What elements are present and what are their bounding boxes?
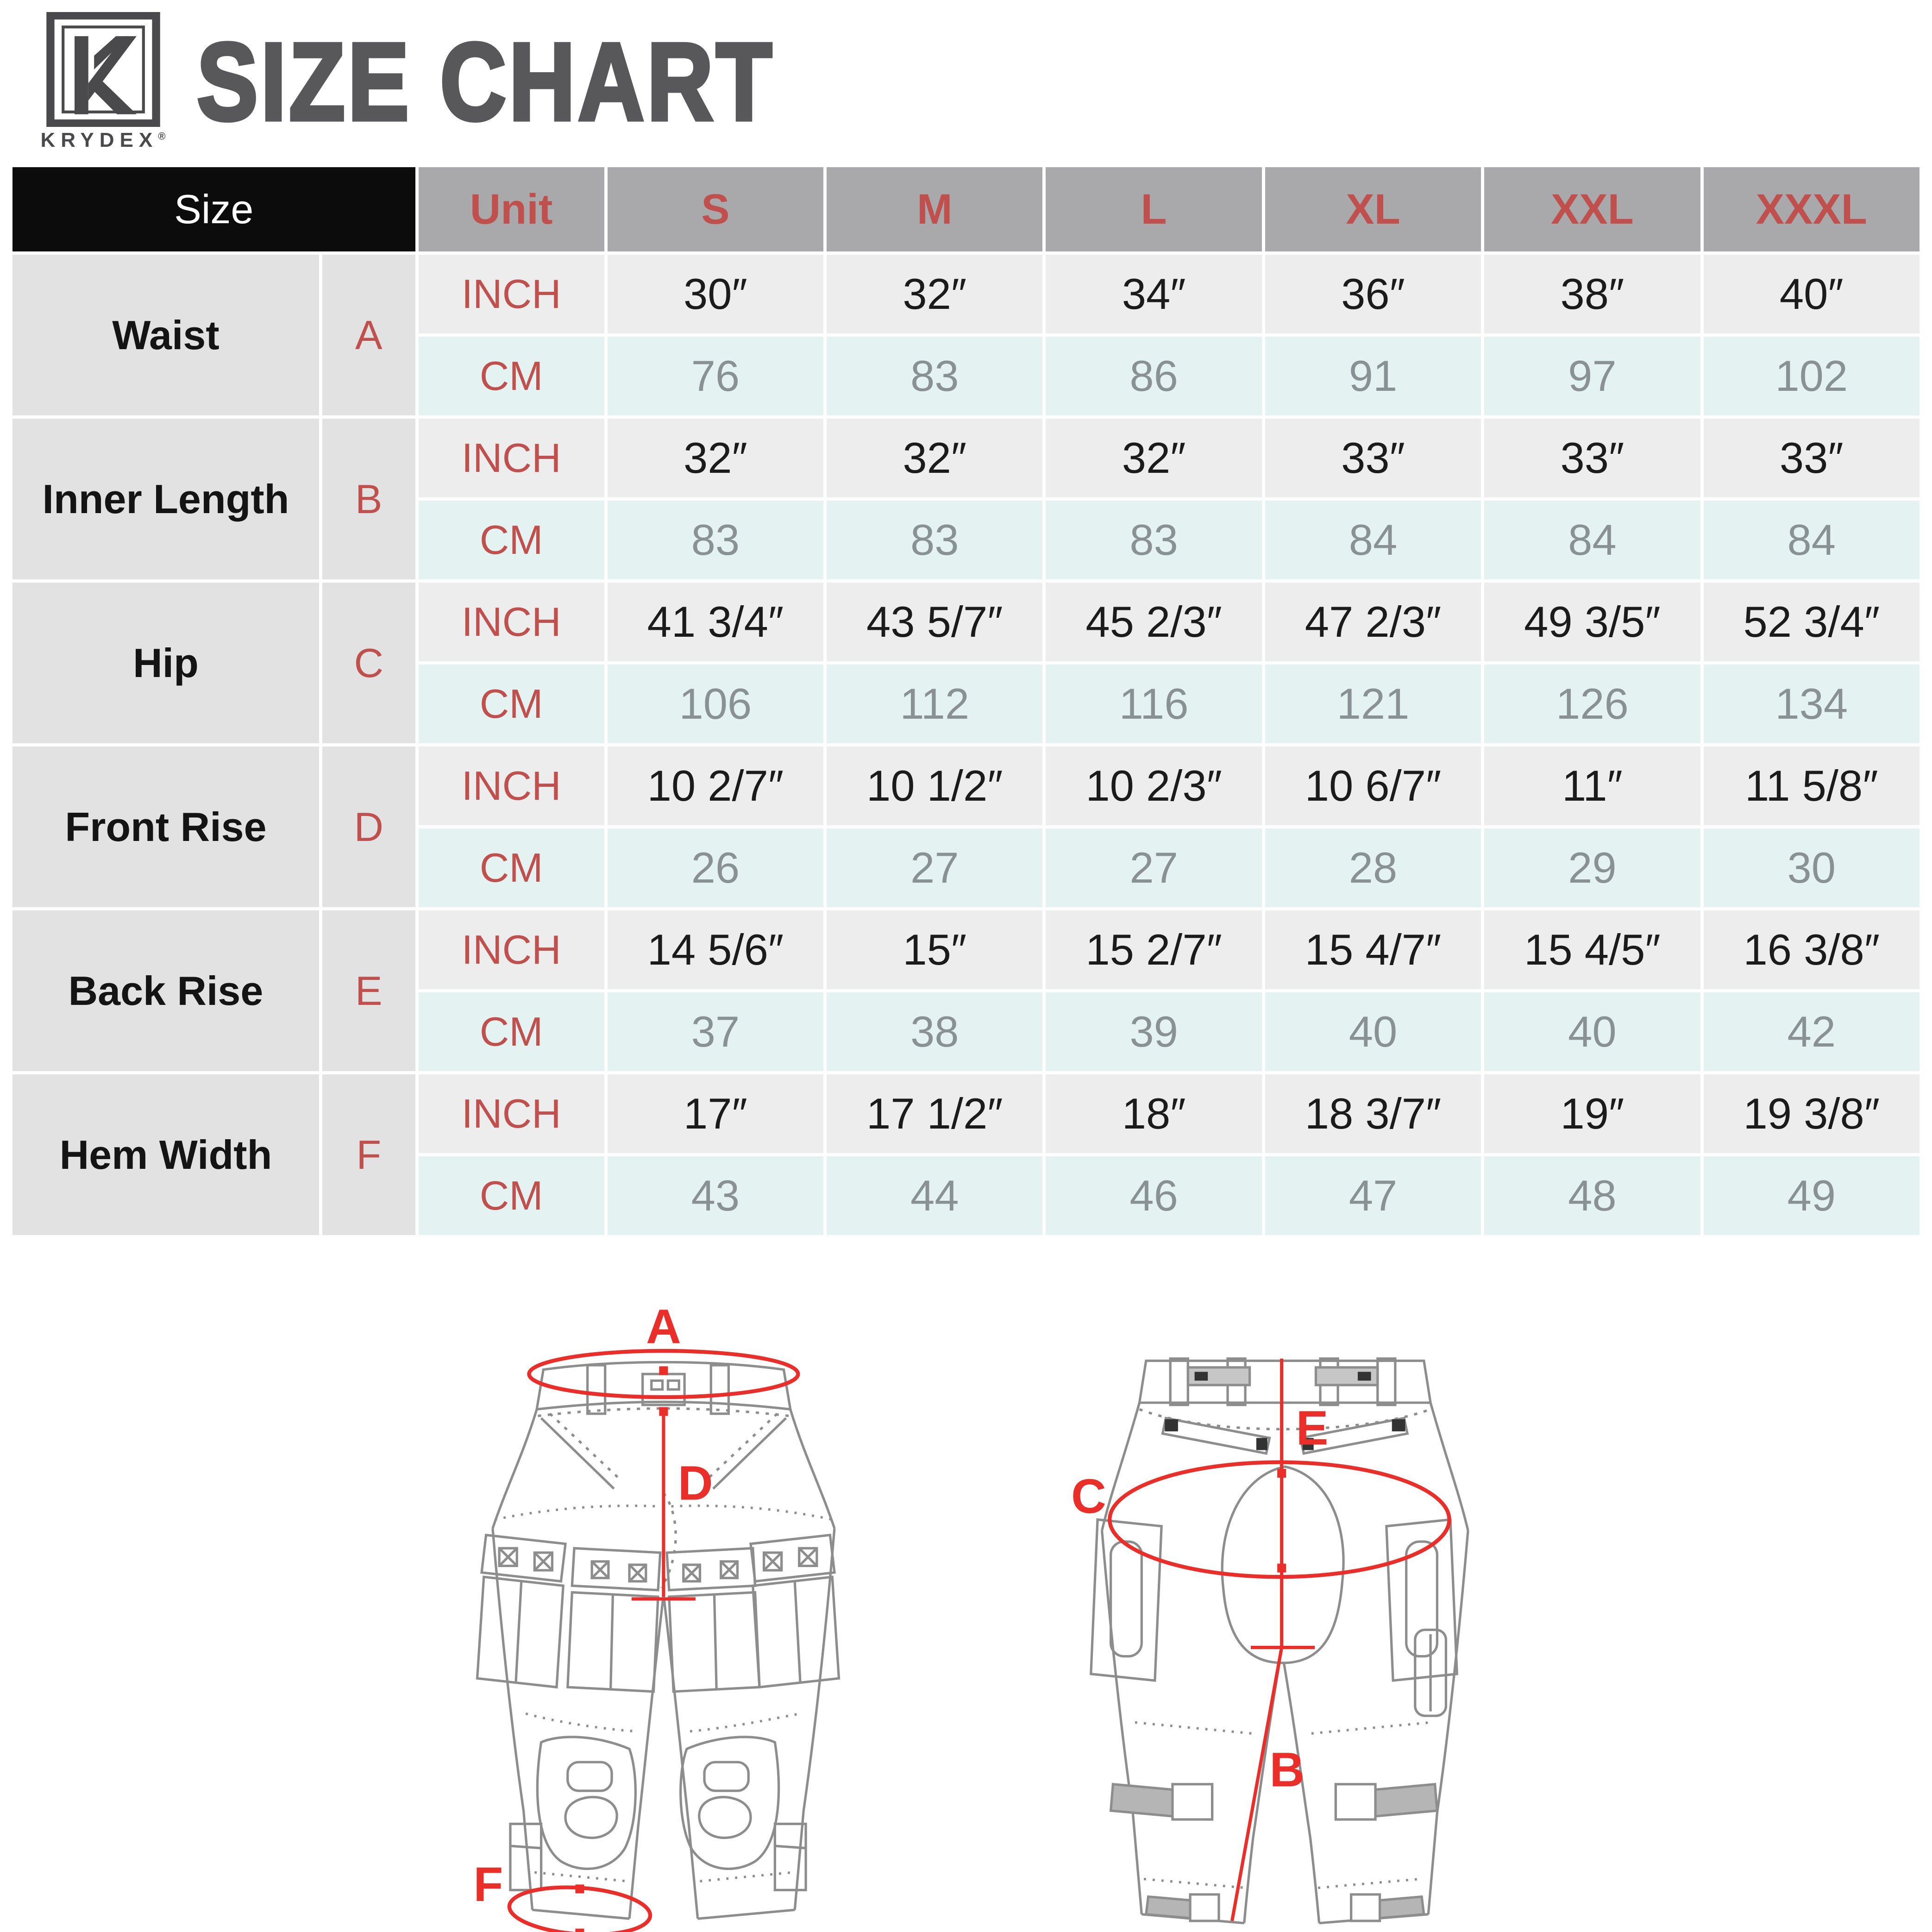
inch-value-cell: 15 4/7″: [1265, 910, 1481, 989]
inch-value-cell: 38″: [1484, 255, 1700, 333]
cm-value-cell: 86: [1046, 337, 1261, 415]
cm-value-cell: 76: [608, 337, 823, 415]
unit-cm-cell: CM: [419, 1156, 604, 1235]
back-rise-label: E: [1296, 1401, 1329, 1455]
cm-value-cell: 27: [827, 828, 1042, 907]
row-letter-cell: E: [322, 910, 415, 1071]
size-col-s: S: [608, 167, 823, 251]
cm-value-cell: 106: [608, 665, 823, 743]
unit-inch-cell: INCH: [419, 419, 604, 497]
row-letter-cell: A: [322, 255, 415, 415]
unit-inch-cell: INCH: [419, 910, 604, 989]
size-header-cell: Size: [13, 167, 415, 251]
cm-value-cell: 38: [827, 992, 1042, 1071]
cm-value-cell: 83: [827, 501, 1042, 579]
table-header-row: [13, 167, 1919, 251]
inch-value-cell: 41 3/4″: [608, 583, 823, 661]
cm-value-cell: 37: [608, 992, 823, 1071]
unit-inch-cell: INCH: [419, 255, 604, 333]
unit-cm-cell: CM: [419, 501, 604, 579]
cm-value-cell: 102: [1704, 337, 1919, 415]
pants-front-diagram: [427, 1303, 890, 1932]
row-letter-cell: C: [322, 583, 415, 743]
size-table: [9, 164, 1923, 1238]
row-letter-cell: D: [322, 746, 415, 907]
inch-value-cell: 32″: [827, 419, 1042, 497]
inch-value-cell: 15″: [827, 910, 1042, 989]
measurement-diagrams: [0, 1303, 1932, 1932]
cm-value-cell: 134: [1704, 665, 1919, 743]
cm-value-cell: 40: [1484, 992, 1700, 1071]
unit-inch-cell: INCH: [419, 1074, 604, 1153]
row-label-cell: Hem Width: [13, 1074, 319, 1235]
cm-value-cell: 48: [1484, 1156, 1700, 1235]
inch-value-cell: 18″: [1046, 1074, 1261, 1153]
cm-value-cell: 27: [1046, 828, 1261, 907]
table-row-inch: [13, 1074, 1919, 1153]
cm-value-cell: 126: [1484, 665, 1700, 743]
cm-value-cell: 84: [1704, 501, 1919, 579]
cm-value-cell: 47: [1265, 1156, 1481, 1235]
cm-value-cell: 84: [1484, 501, 1700, 579]
inch-value-cell: 36″: [1265, 255, 1481, 333]
cm-value-cell: 46: [1046, 1156, 1261, 1235]
unit-inch-cell: INCH: [419, 583, 604, 661]
cm-value-cell: 44: [827, 1156, 1042, 1235]
page-title: SIZE CHART: [197, 20, 775, 143]
cm-value-cell: 42: [1704, 992, 1919, 1071]
inch-value-cell: 40″: [1704, 255, 1919, 333]
unit-cm-cell: CM: [419, 828, 604, 907]
inch-value-cell: 10 2/7″: [608, 746, 823, 825]
back-inner-length-label: B: [1269, 1743, 1305, 1797]
page-header: [0, 0, 1932, 151]
cm-value-cell: 112: [827, 665, 1042, 743]
size-col-m: M: [827, 167, 1042, 251]
cm-value-cell: 83: [827, 337, 1042, 415]
pants-back-diagram: [1042, 1303, 1505, 1932]
inch-value-cell: 11 5/8″: [1704, 746, 1919, 825]
cm-value-cell: 29: [1484, 828, 1700, 907]
inch-value-cell: 43 5/7″: [827, 583, 1042, 661]
front-hem-label: F: [473, 1857, 503, 1912]
size-col-xxxl: XXXL: [1704, 167, 1919, 251]
size-table-body: [13, 255, 1919, 1235]
cm-value-cell: 83: [608, 501, 823, 579]
unit-cm-cell: CM: [419, 665, 604, 743]
inch-value-cell: 14 5/6″: [608, 910, 823, 989]
unit-cm-cell: CM: [419, 992, 604, 1071]
inch-value-cell: 32″: [827, 255, 1042, 333]
brand-name: KRYDEX®: [40, 129, 166, 151]
cm-value-cell: 43: [608, 1156, 823, 1235]
unit-inch-cell: INCH: [419, 746, 604, 825]
inch-value-cell: 15 4/5″: [1484, 910, 1700, 989]
cm-value-cell: 97: [1484, 337, 1700, 415]
cm-value-cell: 40: [1265, 992, 1481, 1071]
cm-value-cell: 116: [1046, 665, 1261, 743]
inch-value-cell: 10 6/7″: [1265, 746, 1481, 825]
row-label-cell: Waist: [13, 255, 319, 415]
table-row-inch: [13, 419, 1919, 497]
inch-value-cell: 32″: [608, 419, 823, 497]
inch-value-cell: 17 1/2″: [827, 1074, 1042, 1153]
inch-value-cell: 17″: [608, 1074, 823, 1153]
inch-value-cell: 49 3/5″: [1484, 583, 1700, 661]
inch-value-cell: 33″: [1704, 419, 1919, 497]
row-label-cell: Front Rise: [13, 746, 319, 907]
inch-value-cell: 33″: [1484, 419, 1700, 497]
size-col-xxl: XXL: [1484, 167, 1700, 251]
inch-value-cell: 19 3/8″: [1704, 1074, 1919, 1153]
inch-value-cell: 11″: [1484, 746, 1700, 825]
row-label-cell: Hip: [13, 583, 319, 743]
table-row-inch: [13, 746, 1919, 825]
inch-value-cell: 52 3/4″: [1704, 583, 1919, 661]
cm-value-cell: 84: [1265, 501, 1481, 579]
unit-header-cell: Unit: [419, 167, 604, 251]
cm-value-cell: 121: [1265, 665, 1481, 743]
front-rise-label: D: [677, 1456, 713, 1511]
krydex-logo-icon: [45, 12, 161, 127]
table-row-inch: [13, 255, 1919, 333]
row-label-cell: Back Rise: [13, 910, 319, 1071]
krydex-logo: [42, 12, 164, 152]
cm-value-cell: 83: [1046, 501, 1261, 579]
row-letter-cell: F: [322, 1074, 415, 1235]
inch-value-cell: 16 3/8″: [1704, 910, 1919, 989]
cm-value-cell: 26: [608, 828, 823, 907]
row-letter-cell: B: [322, 419, 415, 579]
back-hip-label: C: [1071, 1469, 1106, 1524]
cm-value-cell: 39: [1046, 992, 1261, 1071]
cm-value-cell: 49: [1704, 1156, 1919, 1235]
inch-value-cell: 15 2/7″: [1046, 910, 1261, 989]
size-col-xl: XL: [1265, 167, 1481, 251]
inch-value-cell: 18 3/7″: [1265, 1074, 1481, 1153]
front-waist-label: A: [646, 1303, 681, 1354]
inch-value-cell: 33″: [1265, 419, 1481, 497]
table-row-inch: [13, 910, 1919, 989]
size-col-l: L: [1046, 167, 1261, 251]
inch-value-cell: 34″: [1046, 255, 1261, 333]
cm-value-cell: 28: [1265, 828, 1481, 907]
inch-value-cell: 10 2/3″: [1046, 746, 1261, 825]
cm-value-cell: 30: [1704, 828, 1919, 907]
inch-value-cell: 30″: [608, 255, 823, 333]
table-row-inch: [13, 583, 1919, 661]
inch-value-cell: 19″: [1484, 1074, 1700, 1153]
cm-value-cell: 91: [1265, 337, 1481, 415]
row-label-cell: Inner Length: [13, 419, 319, 579]
inch-value-cell: 45 2/3″: [1046, 583, 1261, 661]
inch-value-cell: 47 2/3″: [1265, 583, 1481, 661]
unit-cm-cell: CM: [419, 337, 604, 415]
inch-value-cell: 32″: [1046, 419, 1261, 497]
inch-value-cell: 10 1/2″: [827, 746, 1042, 825]
